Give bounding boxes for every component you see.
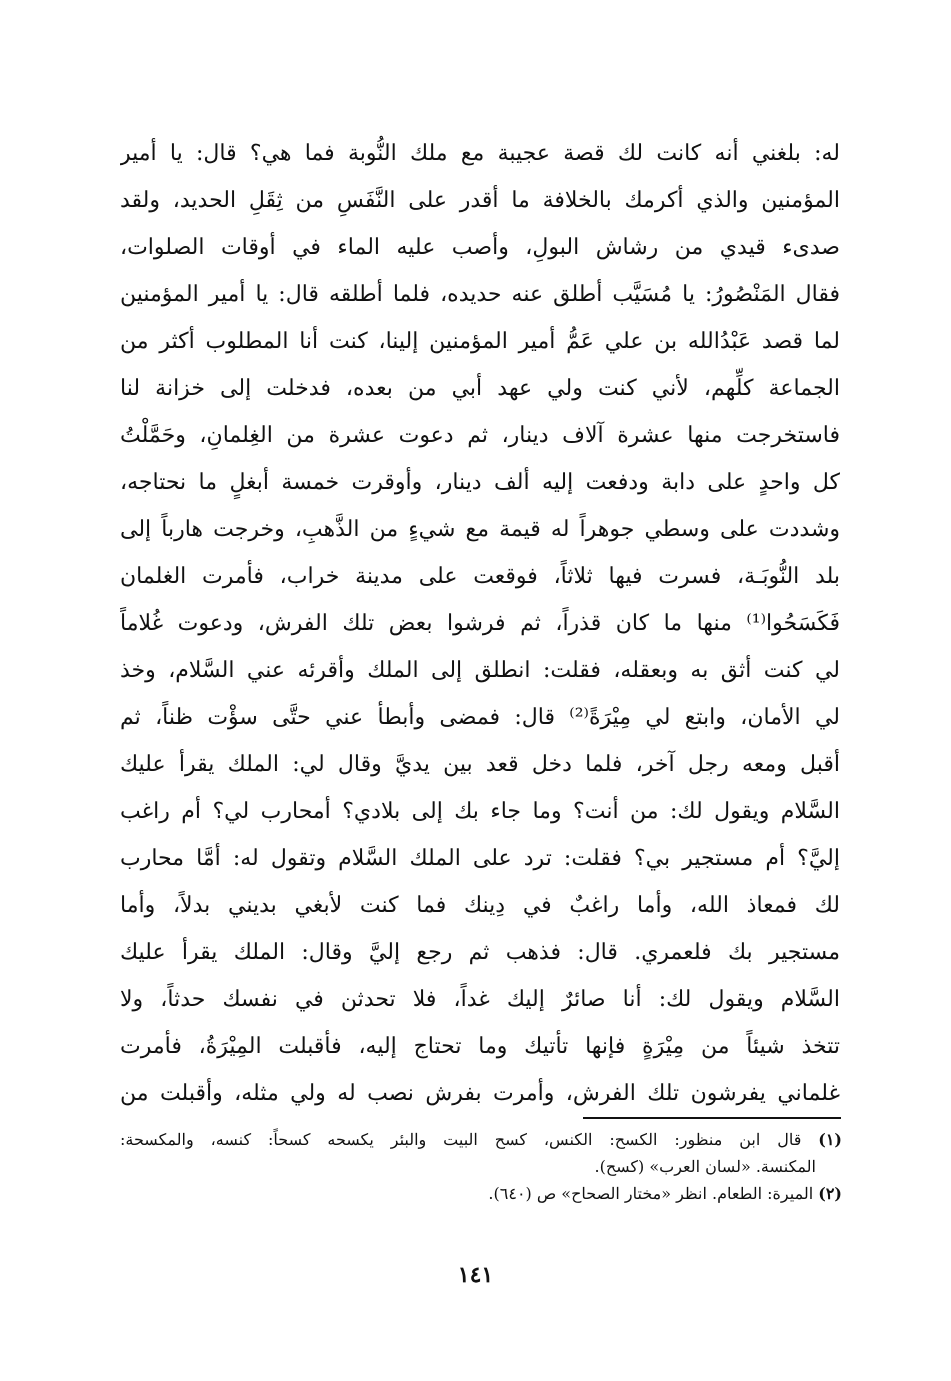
text-line: لك فمعاذ الله، وأما راغبٌ في دِينك فما كنت لأبغي بديني بدلاً، وأما [120, 893, 840, 918]
footnote-number: (٢) [818, 1184, 842, 1203]
text-line: له: بلغني أنه كانت لك قصة عجيبة مع ملك النُّوبة فما هي؟ قال: يا أمير [120, 141, 840, 166]
footnote-text: قال ابن منظور: الكسح: الكنس، كسح البيت والبئر يكسحه كسحاً: كنسه، والمكسحة: [120, 1130, 802, 1149]
text-line: فَكَسَحُوا⁽¹⁾ منها ما كان قذراً، ثم فرشوا بعض تلك الفرش، ودعوت غُلاماً [120, 611, 840, 636]
text-line: أقبل ومعه رجل آخر، فلما دخل قعد بين يديَّ وقال لي: الملك يقرأ عليك [120, 752, 840, 777]
text-line: لما قصد عَبْدُالله بن علي عَمُّ أمير المؤمنين إلينا، كنت أنا المطلوب أكثر من [120, 329, 840, 354]
footnote-1-continuation: المكنسة. «لسان العرب» (كسح). [594, 1157, 816, 1176]
text-line: السَّلام ويقول لك: أنا صائرٌ إليك غداً، فلا تحدثن في نفسك حدثاً، ولا [120, 987, 840, 1012]
text-line: مستجير بك فلعمري. قال: فذهب ثم رجع إليَّ وقال: الملك يقرأ عليك [120, 940, 840, 965]
footnote-number: (١) [818, 1130, 842, 1149]
main-text-block [120, 130, 840, 1117]
text-line: تتخذ شيئاً من مِيْرَةٍ فإنها تأتيك وما تحتاج إليه، فأقبلت المِيْرَةُ، فأمرت [120, 1034, 840, 1059]
page-number: ١٤١ [457, 1262, 494, 1288]
text-line: وشددت على وسطي جوهراً له قيمة مع شيءٍ من الذَّهبِ، وخرجت هارباً إلى [120, 517, 840, 542]
text-line: بلد النُّوبَـة، فسرت فيها ثلاثاً، فوقعت على مدينة خراب، فأمرت الغلمان [120, 564, 840, 589]
text-line: غلماني يفرشون تلك الفرش، وأمرت بفرش نصب له ولي مثله، وأقبلت من [120, 1081, 840, 1106]
text-line: فقال المَنْصُورُ: يا مُسَيَّب أطلق عنه حديده، فلما أطلقه قال: يا أمير المؤمنين [120, 282, 840, 307]
text-line: السَّلام ويقول لك: من أنت؟ وما جاء بك إلى بلادي؟ أمحارب لي؟ أم راغب [120, 799, 840, 824]
text-line: المؤمنين والذي أكرمك بالخلافة ما أقدر على النَّفَسِ من ثِقَلِ الحديد، ولقد [120, 188, 840, 213]
footnotes [120, 1126, 842, 1207]
footnote-2 [120, 1180, 842, 1207]
footnote-text: الميرة: الطعام. انظر «مختار الصحاح» ص (٦٤٠). [488, 1184, 814, 1203]
text-line: صدىء قيدي من رشاش البولِ، وأصب عليه الماء في أوقات الصلوات، [120, 235, 840, 260]
text-line: لي كنت أثق به وبعقله، فقلت: انطلق إلى الملك وأقرئه عني السَّلام، وخذ [120, 658, 840, 683]
footnote-1 [120, 1126, 842, 1153]
footnote-separator [583, 1117, 841, 1119]
text-line: كل واحدٍ على دابة ودفعت إليه ألف دينار، وأوقرت خمسة أبغلٍ ما نحتاجه، [120, 470, 840, 495]
text-line: فاستخرجت منها عشرة آلاف دينار، ثم دعوت عشرة من الغِلمانِ، وحَمَّلْتُ [120, 423, 840, 448]
text-line: الجماعة كلِّهم، لأني كنت ولي عهد أبي من بعده، فدخلت إلى خزانة لنا [120, 376, 840, 401]
text-line: لي الأمان، وابتع لي مِيْرَةً⁽²⁾ قال: فمضى وأبطأ عني حتَّى سؤْت ظناً، ثم [120, 705, 840, 730]
text-line: إليَّ؟ أم مستجير بي؟ فقلت: ترد على الملك السَّلام وتقول له: أمَّا محارب [120, 846, 840, 871]
